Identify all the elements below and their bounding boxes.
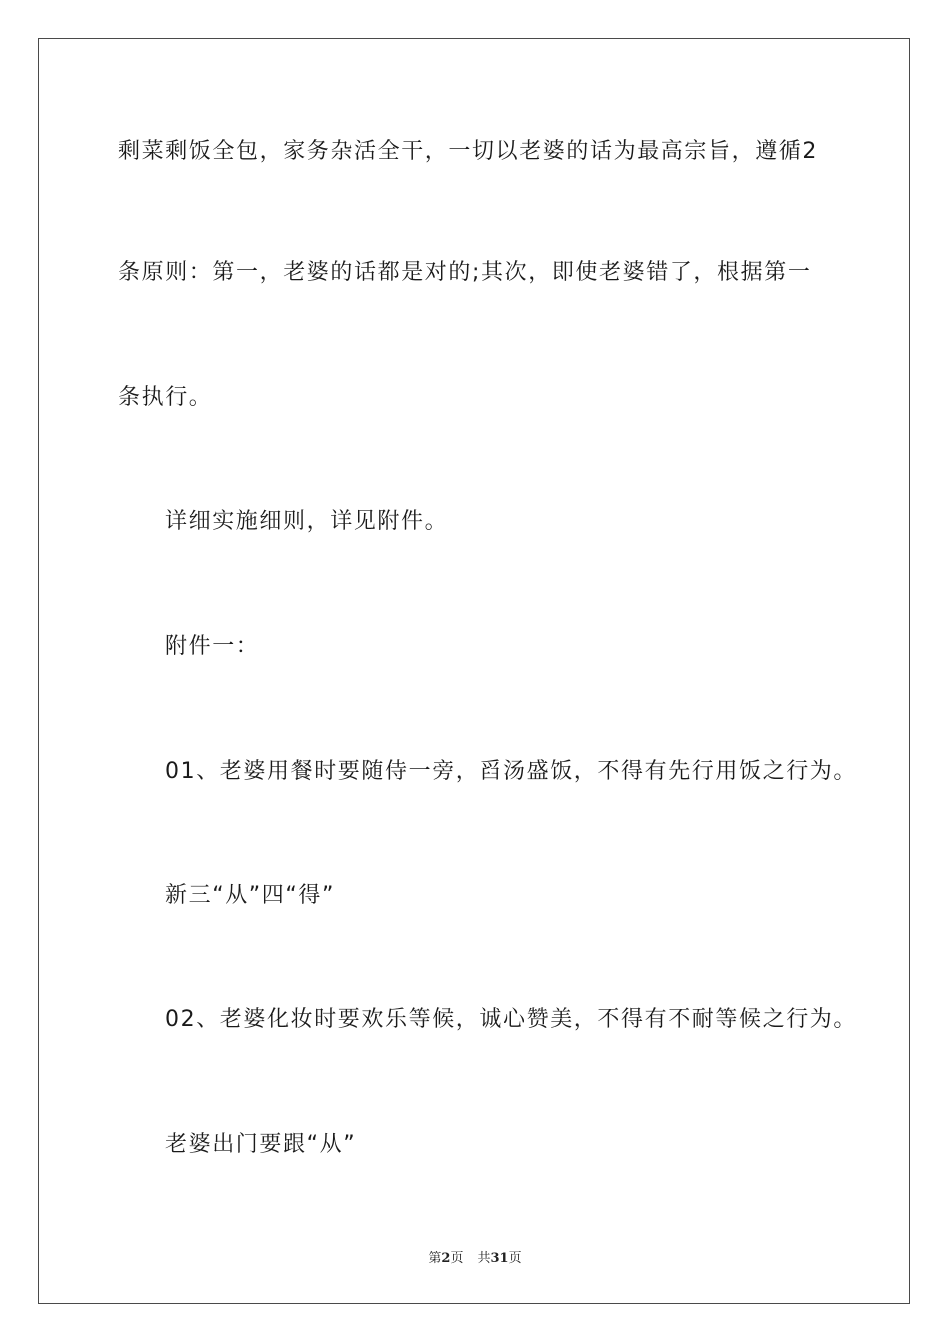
- paragraph-item-02: 02、老婆化妆时要欢乐等候，诚心赞美，不得有不耐等候之行为。: [165, 1007, 857, 1032]
- paragraph-attachment-heading: 附件一：: [165, 634, 260, 659]
- paragraph-line-1: 剩菜剩饭全包，家务杂活全干，一切以老婆的话为最高宗旨，遵循2: [118, 139, 818, 164]
- footer-page-suffix: 页: [450, 1251, 464, 1266]
- paragraph-line-3: 条执行。: [118, 385, 213, 410]
- paragraph-line-2: 条原则：第一，老婆的话都是对的;其次，即使老婆错了，根据第一: [118, 260, 812, 285]
- paragraph-details-note: 详细实施细则，详见附件。: [165, 509, 449, 534]
- paragraph-follow: 老婆出门要跟“从”: [165, 1132, 357, 1157]
- footer-total-suffix: 页: [508, 1251, 522, 1266]
- paragraph-item-01: 01、老婆用餐时要随侍一旁，舀汤盛饭，不得有先行用饭之行为。: [165, 759, 857, 784]
- footer-total-prefix: 共: [477, 1251, 491, 1266]
- page-border: [38, 38, 910, 1304]
- paragraph-subheading: 新三“从”四“得”: [165, 883, 335, 908]
- footer-page-prefix: 第: [428, 1251, 442, 1266]
- page-footer: [0, 1247, 950, 1266]
- footer-total-pages: 31: [490, 1251, 509, 1266]
- footer-page-number: 2: [441, 1251, 451, 1266]
